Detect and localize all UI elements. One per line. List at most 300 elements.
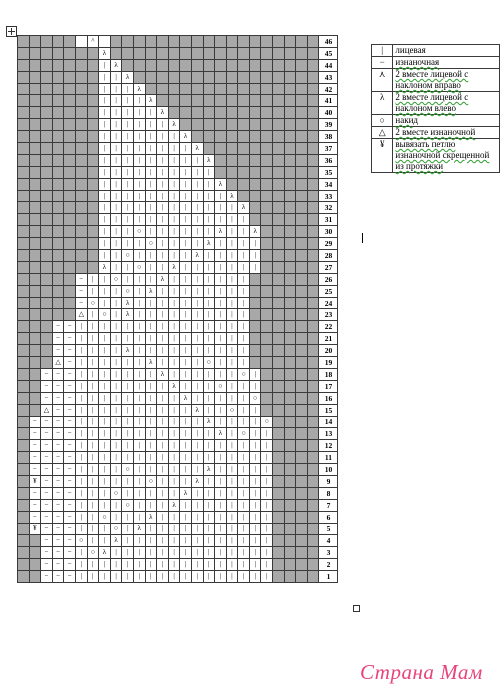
chart-cell (261, 154, 273, 166)
chart-cell (41, 83, 53, 95)
chart-cell: | (157, 511, 169, 523)
chart-cell: | (191, 333, 203, 345)
chart-cell: | (122, 190, 134, 202)
chart-cell (261, 368, 273, 380)
chart-cell: λ (215, 428, 227, 440)
chart-cell (226, 36, 238, 48)
chart-cell (249, 154, 261, 166)
chart-cell (29, 119, 41, 131)
chart-cell: | (157, 571, 169, 583)
chart-cell (307, 357, 319, 369)
chart-cell (296, 202, 308, 214)
chart-cell: | (110, 154, 122, 166)
chart-cell: | (75, 571, 87, 583)
chart-cell: | (133, 345, 145, 357)
chart-cell: | (180, 154, 192, 166)
chart-cell: | (180, 238, 192, 250)
chart-cell (273, 547, 285, 559)
chart-cell (64, 309, 76, 321)
chart-cell: | (87, 511, 99, 523)
chart-cell (249, 178, 261, 190)
chart-cell: − (64, 535, 76, 547)
chart-cell (29, 404, 41, 416)
chart-cell (64, 238, 76, 250)
row-number: 20 (319, 345, 338, 357)
chart-cell: − (52, 333, 64, 345)
chart-cell (249, 345, 261, 357)
chart-cell: | (99, 297, 111, 309)
chart-cell (296, 95, 308, 107)
chart-cell: | (180, 380, 192, 392)
chart-cell (284, 238, 296, 250)
chart-cell (52, 238, 64, 250)
chart-cell (87, 107, 99, 119)
chart-cell: | (249, 499, 261, 511)
chart-cell (18, 250, 30, 262)
table-move-handle-icon[interactable] (6, 26, 17, 37)
chart-cell: | (133, 273, 145, 285)
chart-cell (215, 83, 227, 95)
chart-cell: | (99, 154, 111, 166)
chart-cell: | (215, 214, 227, 226)
row-number: 4 (319, 535, 338, 547)
chart-cell (203, 36, 215, 48)
chart-cell (18, 535, 30, 547)
legend-description: вывязать петлю изнаночной скрещенной из протяжки (393, 139, 500, 173)
chart-cell (284, 285, 296, 297)
chart-cell (307, 380, 319, 392)
chart-cell: | (226, 475, 238, 487)
chart-cell: | (157, 392, 169, 404)
chart-cell: ¥ (29, 523, 41, 535)
chart-cell: | (145, 190, 157, 202)
chart-cell: ^ (87, 36, 99, 48)
chart-cell (29, 143, 41, 155)
chart-cell: − (29, 464, 41, 476)
chart-cell (75, 214, 87, 226)
chart-cell (226, 95, 238, 107)
chart-cell (41, 95, 53, 107)
chart-cell (249, 71, 261, 83)
chart-cell: − (75, 285, 87, 297)
chart-cell: − (41, 499, 53, 511)
chart-cell (296, 297, 308, 309)
chart-row (18, 475, 338, 487)
chart-cell (261, 261, 273, 273)
chart-cell (18, 178, 30, 190)
chart-cell: | (75, 523, 87, 535)
chart-cell: | (75, 452, 87, 464)
chart-cell (145, 71, 157, 83)
chart-cell (87, 59, 99, 71)
chart-cell: − (75, 297, 87, 309)
chart-cell (261, 273, 273, 285)
chart-cell: | (191, 380, 203, 392)
chart-cell (296, 511, 308, 523)
chart-cell: | (226, 547, 238, 559)
chart-cell (284, 321, 296, 333)
chart-cell: | (203, 214, 215, 226)
chart-cell (18, 119, 30, 131)
chart-cell (29, 95, 41, 107)
legend-description: 2 вместе лицевой с наклоном вправо (393, 69, 500, 92)
chart-cell (52, 261, 64, 273)
chart-cell: | (110, 178, 122, 190)
chart-cell: | (191, 559, 203, 571)
chart-cell: λ (145, 95, 157, 107)
chart-cell (296, 404, 308, 416)
chart-cell: | (99, 83, 111, 95)
chart-cell: | (238, 499, 250, 511)
chart-cell: | (110, 190, 122, 202)
chart-cell: | (75, 368, 87, 380)
chart-cell: | (133, 238, 145, 250)
chart-cell: | (238, 571, 250, 583)
chart-cell: | (99, 119, 111, 131)
chart-cell (29, 297, 41, 309)
chart-cell: | (75, 357, 87, 369)
chart-cell: | (157, 499, 169, 511)
chart-cell (284, 273, 296, 285)
chart-cell (29, 214, 41, 226)
chart-cell: λ (168, 380, 180, 392)
row-number: 23 (319, 309, 338, 321)
chart-cell: | (261, 499, 273, 511)
chart-cell (307, 392, 319, 404)
chart-cell: | (133, 321, 145, 333)
chart-cell (261, 321, 273, 333)
chart-cell: | (110, 321, 122, 333)
chart-cell (238, 71, 250, 83)
chart-cell: | (168, 297, 180, 309)
chart-cell: | (261, 452, 273, 464)
chart-cell: | (168, 404, 180, 416)
chart-cell (122, 59, 134, 71)
chart-cell: | (87, 440, 99, 452)
chart-cell: | (157, 119, 169, 131)
chart-cell: | (191, 214, 203, 226)
chart-cell: | (180, 404, 192, 416)
chart-cell: | (122, 535, 134, 547)
chart-cell (238, 190, 250, 202)
chart-cell: ○ (110, 487, 122, 499)
chart-cell (307, 523, 319, 535)
chart-cell (284, 368, 296, 380)
chart-cell (29, 380, 41, 392)
chart-cell (284, 428, 296, 440)
chart-cell: | (226, 440, 238, 452)
chart-cell: | (99, 499, 111, 511)
chart-cell: λ (110, 59, 122, 71)
chart-cell (64, 214, 76, 226)
chart-cell: | (87, 392, 99, 404)
chart-cell: | (75, 559, 87, 571)
chart-cell: − (41, 392, 53, 404)
chart-cell (296, 190, 308, 202)
chart-cell (18, 547, 30, 559)
chart-cell: | (180, 178, 192, 190)
chart-cell (273, 487, 285, 499)
chart-cell (29, 71, 41, 83)
chart-cell: − (41, 464, 53, 476)
chart-cell: | (203, 226, 215, 238)
chart-cell: | (238, 250, 250, 262)
chart-cell: | (133, 190, 145, 202)
chart-cell (261, 131, 273, 143)
chart-cell (18, 214, 30, 226)
chart-cell: | (75, 321, 87, 333)
chart-cell: ○ (238, 368, 250, 380)
chart-cell: | (75, 416, 87, 428)
chart-cell (273, 297, 285, 309)
chart-cell: | (168, 345, 180, 357)
chart-cell (41, 131, 53, 143)
chart-cell (64, 59, 76, 71)
chart-cell: | (203, 523, 215, 535)
chart-cell: | (168, 202, 180, 214)
chart-cell (238, 166, 250, 178)
chart-cell (226, 83, 238, 95)
chart-cell: | (215, 285, 227, 297)
chart-cell (284, 47, 296, 59)
chart-cell: − (52, 499, 64, 511)
chart-cell (87, 238, 99, 250)
chart-cell: | (261, 547, 273, 559)
chart-cell (249, 273, 261, 285)
chart-cell (307, 250, 319, 262)
chart-cell: | (145, 440, 157, 452)
chart-cell (64, 261, 76, 273)
chart-cell: | (122, 83, 134, 95)
chart-cell (215, 59, 227, 71)
chart-cell: ○ (226, 404, 238, 416)
row-number: 27 (319, 261, 338, 273)
chart-cell (307, 202, 319, 214)
chart-cell: | (110, 392, 122, 404)
chart-cell: | (238, 523, 250, 535)
chart-cell: − (64, 428, 76, 440)
chart-cell (261, 95, 273, 107)
chart-cell (284, 452, 296, 464)
chart-cell: | (191, 511, 203, 523)
chart-cell: | (157, 547, 169, 559)
chart-cell (215, 95, 227, 107)
chart-cell: | (157, 143, 169, 155)
chart-cell: | (99, 440, 111, 452)
row-number: 18 (319, 368, 338, 380)
chart-cell (226, 47, 238, 59)
chart-cell (157, 47, 169, 59)
chart-cell: − (41, 440, 53, 452)
chart-cell: | (238, 547, 250, 559)
chart-cell (284, 131, 296, 143)
chart-row (18, 452, 338, 464)
chart-row (18, 119, 338, 131)
chart-cell: | (133, 95, 145, 107)
chart-cell (18, 464, 30, 476)
chart-cell: | (180, 226, 192, 238)
chart-cell: | (238, 345, 250, 357)
chart-cell: | (133, 511, 145, 523)
chart-cell: | (75, 392, 87, 404)
chart-cell: | (249, 547, 261, 559)
chart-cell (29, 357, 41, 369)
chart-cell (29, 83, 41, 95)
chart-cell: ○ (87, 297, 99, 309)
chart-cell: | (157, 380, 169, 392)
row-number: 8 (319, 487, 338, 499)
chart-cell (64, 273, 76, 285)
chart-cell (52, 119, 64, 131)
chart-cell: | (145, 297, 157, 309)
chart-cell (87, 143, 99, 155)
chart-row (18, 428, 338, 440)
chart-cell (191, 59, 203, 71)
chart-cell: | (133, 166, 145, 178)
chart-cell: | (249, 487, 261, 499)
chart-cell (18, 345, 30, 357)
chart-cell (307, 47, 319, 59)
chart-cell (18, 333, 30, 345)
chart-cell: | (145, 404, 157, 416)
chart-row (18, 535, 338, 547)
knit-stitch-icon: | (372, 45, 393, 57)
chart-cell: | (238, 487, 250, 499)
chart-cell (87, 47, 99, 59)
chart-cell (64, 297, 76, 309)
chart-cell: | (133, 464, 145, 476)
chart-cell (261, 404, 273, 416)
chart-cell (307, 559, 319, 571)
chart-cell (307, 131, 319, 143)
chart-cell: | (226, 523, 238, 535)
chart-cell: | (203, 559, 215, 571)
chart-row (18, 131, 338, 143)
chart-cell: | (99, 428, 111, 440)
chart-cell (203, 95, 215, 107)
chart-cell: | (133, 333, 145, 345)
chart-cell: | (215, 392, 227, 404)
chart-cell (87, 178, 99, 190)
chart-row (18, 297, 338, 309)
chart-cell: | (145, 119, 157, 131)
table-resize-handle-icon[interactable] (353, 605, 360, 612)
chart-cell (52, 36, 64, 48)
chart-cell (29, 131, 41, 143)
chart-cell: | (133, 368, 145, 380)
chart-cell (249, 321, 261, 333)
chart-cell (296, 321, 308, 333)
chart-cell: | (157, 428, 169, 440)
chart-cell (41, 119, 53, 131)
chart-cell (64, 250, 76, 262)
chart-cell: | (75, 464, 87, 476)
chart-cell (296, 154, 308, 166)
chart-cell (133, 47, 145, 59)
chart-cell: ○ (99, 511, 111, 523)
chart-cell: | (249, 416, 261, 428)
chart-cell: | (75, 499, 87, 511)
chart-cell (203, 119, 215, 131)
chart-cell: − (41, 535, 53, 547)
chart-cell: | (99, 333, 111, 345)
chart-row (18, 333, 338, 345)
row-number: 17 (319, 380, 338, 392)
chart-cell: | (226, 321, 238, 333)
chart-cell: | (122, 475, 134, 487)
chart-cell (87, 190, 99, 202)
chart-cell (307, 464, 319, 476)
chart-cell (41, 214, 53, 226)
chart-cell: | (133, 392, 145, 404)
chart-cell: | (261, 487, 273, 499)
chart-cell (29, 345, 41, 357)
chart-cell (75, 178, 87, 190)
chart-cell (64, 36, 76, 48)
chart-cell: λ (99, 47, 111, 59)
chart-cell (296, 131, 308, 143)
chart-cell: ○ (133, 226, 145, 238)
chart-cell (296, 166, 308, 178)
chart-cell: − (75, 273, 87, 285)
chart-row (18, 238, 338, 250)
chart-cell: | (180, 273, 192, 285)
chart-cell: | (226, 499, 238, 511)
chart-cell (249, 131, 261, 143)
chart-cell (284, 440, 296, 452)
chart-cell (41, 166, 53, 178)
chart-cell: | (75, 440, 87, 452)
chart-cell (18, 440, 30, 452)
chart-cell (41, 345, 53, 357)
chart-cell (307, 404, 319, 416)
chart-cell: | (203, 547, 215, 559)
chart-cell: | (145, 154, 157, 166)
row-number: 14 (319, 416, 338, 428)
chart-cell: | (145, 214, 157, 226)
chart-cell (284, 250, 296, 262)
chart-row (18, 143, 338, 155)
chart-cell (284, 345, 296, 357)
chart-cell: | (75, 345, 87, 357)
chart-cell (180, 107, 192, 119)
chart-cell: | (157, 321, 169, 333)
chart-cell (41, 285, 53, 297)
chart-cell (191, 131, 203, 143)
chart-cell: | (168, 131, 180, 143)
chart-cell (75, 202, 87, 214)
chart-cell (273, 250, 285, 262)
chart-cell (238, 143, 250, 155)
chart-cell: | (168, 464, 180, 476)
chart-cell: | (157, 238, 169, 250)
chart-cell: − (52, 440, 64, 452)
chart-cell (215, 36, 227, 48)
chart-cell: | (180, 559, 192, 571)
chart-row (18, 154, 338, 166)
chart-cell (273, 523, 285, 535)
chart-cell: − (52, 487, 64, 499)
chart-cell (249, 333, 261, 345)
chart-cell: | (110, 428, 122, 440)
chart-cell (41, 297, 53, 309)
chart-cell (226, 131, 238, 143)
chart-cell: | (75, 475, 87, 487)
row-number: 43 (319, 71, 338, 83)
chart-cell (273, 380, 285, 392)
chart-cell: | (226, 380, 238, 392)
chart-cell: | (110, 71, 122, 83)
